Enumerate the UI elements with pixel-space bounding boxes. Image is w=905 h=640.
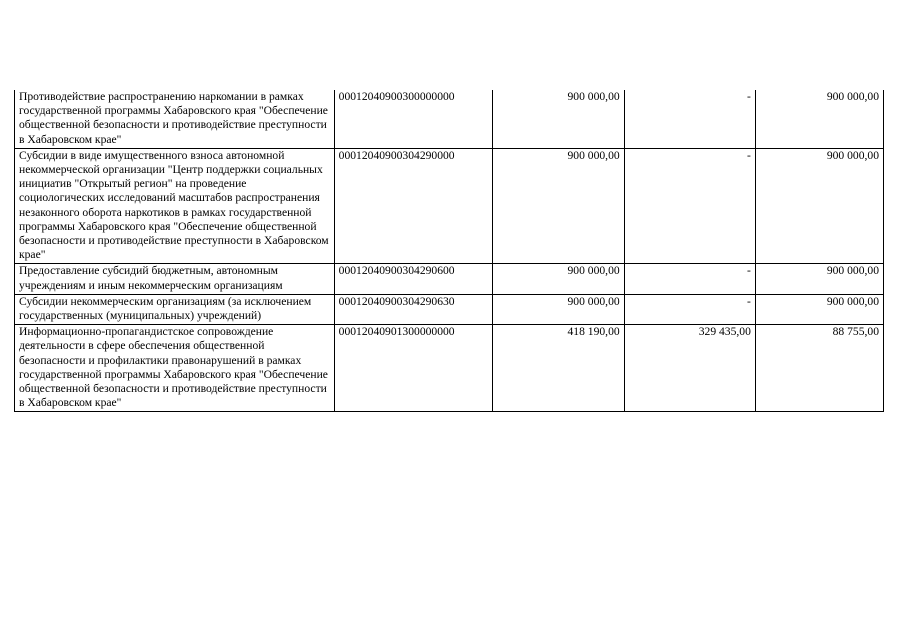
- row-name-cell: Предоставление субсидий бюджетным, автономным учреждениям и иным некоммерческим организациям: [15, 264, 335, 294]
- row-value-3-cell: 900 000,00: [755, 294, 883, 324]
- table-row: [15, 264, 884, 294]
- row-value-3-cell: 900 000,00: [755, 90, 883, 148]
- table-row: [15, 294, 884, 324]
- row-name-cell: Субсидии некоммерческим организациям (за исключением государственных (муниципальных) учреждений): [15, 294, 335, 324]
- row-value-2-cell: -: [624, 148, 755, 264]
- row-value-2-cell: -: [624, 90, 755, 148]
- row-value-3-cell: 88 755,00: [755, 325, 883, 412]
- row-value-1-cell: 900 000,00: [493, 264, 624, 294]
- row-code-cell: 00012040900304290000: [334, 148, 493, 264]
- row-code-cell: 00012040900300000000: [334, 90, 493, 148]
- row-name-cell: Информационно-пропагандистское сопровождение деятельности в сфере обеспечения общественной безопасности и профилактики правонарушений в рамках государственной программы Хабаровского края "Обеспечение общественной безопасности и противодействие преступности в Хабаровском крае": [15, 325, 335, 412]
- row-code-cell: 00012040900304290630: [334, 294, 493, 324]
- row-value-2-cell: -: [624, 294, 755, 324]
- table-row: [15, 148, 884, 264]
- row-name-cell: Субсидии в виде имущественного взноса автономной некоммерческой организации "Центр поддержки социальных инициатив "Открытый регион" на проведение социологических исследований масштабов распространения незаконного оборота наркотиков в рамках государственной программы Хабаровского края "Обеспечение общественной безопасности и противодействие преступности в Хабаровском крае": [15, 148, 335, 264]
- row-code-cell: 00012040900304290600: [334, 264, 493, 294]
- row-value-1-cell: 900 000,00: [493, 148, 624, 264]
- row-value-2-cell: 329 435,00: [624, 325, 755, 412]
- row-value-1-cell: 418 190,00: [493, 325, 624, 412]
- budget-table: [14, 90, 884, 412]
- row-value-3-cell: 900 000,00: [755, 264, 883, 294]
- row-value-1-cell: 900 000,00: [493, 90, 624, 148]
- table-row: [15, 325, 884, 412]
- row-value-1-cell: 900 000,00: [493, 294, 624, 324]
- table-row: [15, 90, 884, 148]
- row-value-2-cell: -: [624, 264, 755, 294]
- row-value-3-cell: 900 000,00: [755, 148, 883, 264]
- row-name-cell: Противодействие распространению наркомании в рамках государственной программы Хабаровского края "Обеспечение общественной безопасности и противодействие преступности в Хабаровском крае": [15, 90, 335, 148]
- row-code-cell: 00012040901300000000: [334, 325, 493, 412]
